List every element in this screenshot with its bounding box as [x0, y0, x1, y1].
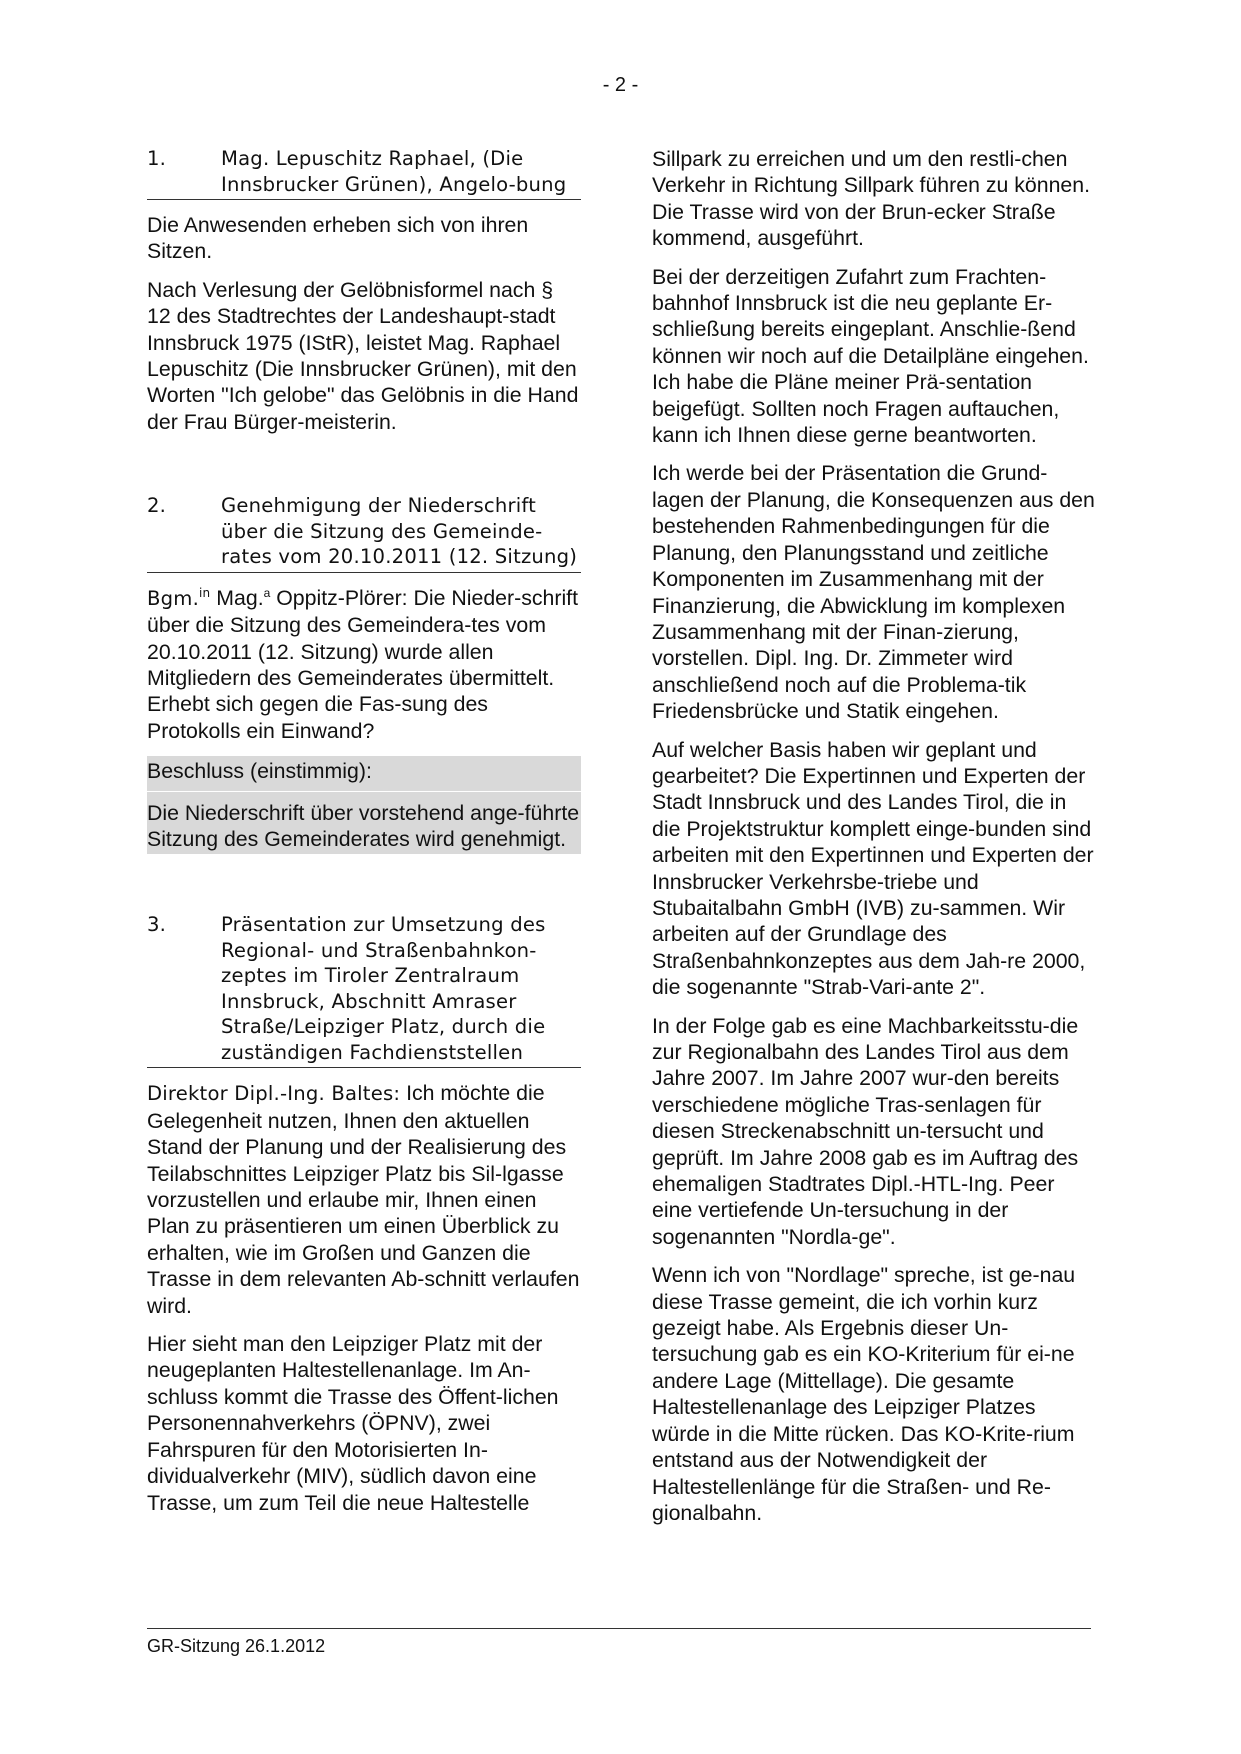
agenda-number: 1. — [147, 147, 167, 170]
agenda-number: 3. — [147, 913, 167, 937]
resolution-box — [147, 756, 581, 854]
agenda-item-3 — [147, 912, 581, 1068]
agenda-title: Präsentation zur Umsetzung des Regional- und Straßenbahnkon-zeptes im Tiroler Zentralraum Innsbruck, Abschnitt Amraser Straße/Leipziger Platz, durch die zuständigen Fachdienststellen — [221, 913, 546, 1064]
agenda-number: 2. — [147, 494, 167, 518]
paragraph: Auf welcher Basis haben wir geplant und gearbeitet? Die Expertinnen und Experten der Stadt Innsbruck und des Landes Tirol, die in die Projektstruktur komplett einge-bunden sind arbeiten mit den Expertinnen und Experten der Innsbrucker Verkehrsbe-triebe und Stubaitalbahn GmbH (IVB) zu-sammen. Wir arbeiten auf der Grundlage des Straßenbahnkonzeptes aus dem Jah-re 2000, die sogenannte "Strab-Vari-ante 2". — [652, 737, 1094, 1000]
agenda-item-1 — [147, 146, 581, 200]
agenda-title: Genehmigung der Niederschrift über die Sitzung des Gemeinde-rates vom 20.10.2011 (12. Sitzung) — [221, 494, 578, 569]
paragraph: Nach Verlesung der Gelöbnisformel nach § 12 des Stadtrechtes der Landeshaupt-stadt Innsbruck 1975 (IStR), leistet Mag. Raphael Lepuschitz (Die Innsbrucker Grünen), mit den Worten "Ich gelobe" das Gelöbnis in die Hand der Frau Bürger-meisterin. — [147, 277, 579, 434]
paragraph: Sillpark zu erreichen und um den restli-chen Verkehr in Richtung Sillpark führen zu können. Die Trasse wird von der Brun-ecker Straße kommend, ausgeführt. — [652, 147, 1091, 251]
agenda-title: Mag. Lepuschitz Raphael, (Die Innsbrucker Grünen), Angelo-bung — [221, 147, 567, 196]
paragraph: Die Anwesenden erheben sich von ihren Sitzen. — [147, 213, 529, 264]
resolution-text: Die Niederschrift über vorstehend ange-führte Sitzung des Gemeinderates wird genehmigt. — [147, 800, 580, 851]
paragraph: Wenn ich von "Nordlage" spreche, ist ge-nau diese Trasse gemeint, die ich vorhin kurz gezeigt habe. Als Ergebnis dieser Un-tersuchung gab es ein KO-Kriterium für ei-ne andere Lage (Mittellage). Die gesamte Haltestellenanlage des Leipziger Platzes würde in die Mitte rücken. Das KO-Krite-rium entstand aus der Notwendigkeit der Haltestellenlänge für die Straßen- und Re-gionalbahn. — [652, 1263, 1076, 1525]
paragraph: Ich werde bei der Präsentation die Grund-lagen der Planung, die Konsequenzen aus den bestehenden Rahmenbedingungen für die Planung, den Planungsstand und zeitliche Komponenten im Zusammenhang mit der Finanzierung, die Abwicklung im komplexen Zusammenhang mit der Finan-zierung, vorstellen. Dipl. Ing. Dr. Zimmeter wird anschließend noch auf die Problema-tik Friedensbrücke und Statik eingehen. — [652, 461, 1095, 724]
paragraph: Hier sieht man den Leipziger Platz mit der neugeplanten Haltestellenanlage. Im An-schluss kommt die Trasse des Öffent-lichen Personennahverkehrs (ÖPNV), zwei Fahrspuren für den Motorisierten In-dividualverkehr (MIV), südlich davon eine Trasse, um zum Teil die neue Haltestelle — [147, 1332, 559, 1515]
footer-text: GR-Sitzung 26.1.2012 — [147, 1636, 326, 1656]
right-column — [652, 146, 1096, 1538]
paragraph — [147, 1080, 581, 1319]
page-number: - 2 - — [602, 74, 639, 96]
resolution-heading: Beschluss (einstimmig): — [147, 758, 581, 791]
speaker-name: Direktor Dipl.-Ing. Baltes: — [147, 1082, 401, 1106]
paragraph: Bei der derzeitigen Zufahrt zum Frachten-bahnhof Innsbruck ist die neu geplante Er-schließung bereits eingeplant. Anschlie-ßend können wir noch auf die Detailpläne eingehen. Ich habe die Pläne meiner Prä-sentation beigefügt. Sollten noch Fragen auftauchen, kann ich Ihnen diese gerne beantworten. — [652, 264, 1089, 448]
agenda-item-2 — [147, 493, 581, 573]
paragraph: In der Folge gab es eine Machbarkeitsstu-die zur Regionalbahn des Landes Tirol aus dem Jahre 2007. Im Jahre 2007 wur-den bereits verschiedene mögliche Tras-senlagen für diesen Streckenabschnitt un-tersucht und geprüft. Im Jahre 2008 gab es im Auftrag des ehemaligen Stadtrates Dipl.-HTL-Ing. Peer eine vertiefende Un-tersuchung in der sogenannten "Nordla-ge". — [652, 1013, 1079, 1249]
speech-text: Ich möchte die Gelegenheit nutzen, Ihnen den aktuellen Stand der Planung und der Realisierung des Teilabschnittes Leipziger Platz bis Sil-lgasse vorzustellen und erlaube mir, Ihnen einen Plan zu präsentieren um einen Überblick zu erhalten, wie im Großen und Ganzen die Trasse in dem relevanten Ab-schnitt verlaufen wird. — [147, 1081, 580, 1318]
speech-text: Die Nieder-schrift über die Sitzung des Gemeindera-tes vom 20.10.2011 (12. Sitzung) wurde allen Mitgliedern des Gemeinderates übermittelt. Erhebt sich gegen die Fas-sung des Protokolls ein Einwand? — [147, 585, 579, 743]
paragraph: Bgm.$^{in}$ Mag.$^a$ Oppitz-Plörer: Die Nieder-schrift über die Sitzung des Gemeindera-tes vom 20.10.2011 (12. Sitzung) wurde allen Mitgliedern des Gemeinderates übermittelt. Erhebt sich gegen die Fas-sung des Protokolls ein Einwand? — [147, 585, 579, 743]
footer-divider — [147, 1628, 1091, 1629]
speaker-name: Bgm.$^{in}$ — [147, 585, 211, 610]
left-column — [147, 146, 581, 1528]
